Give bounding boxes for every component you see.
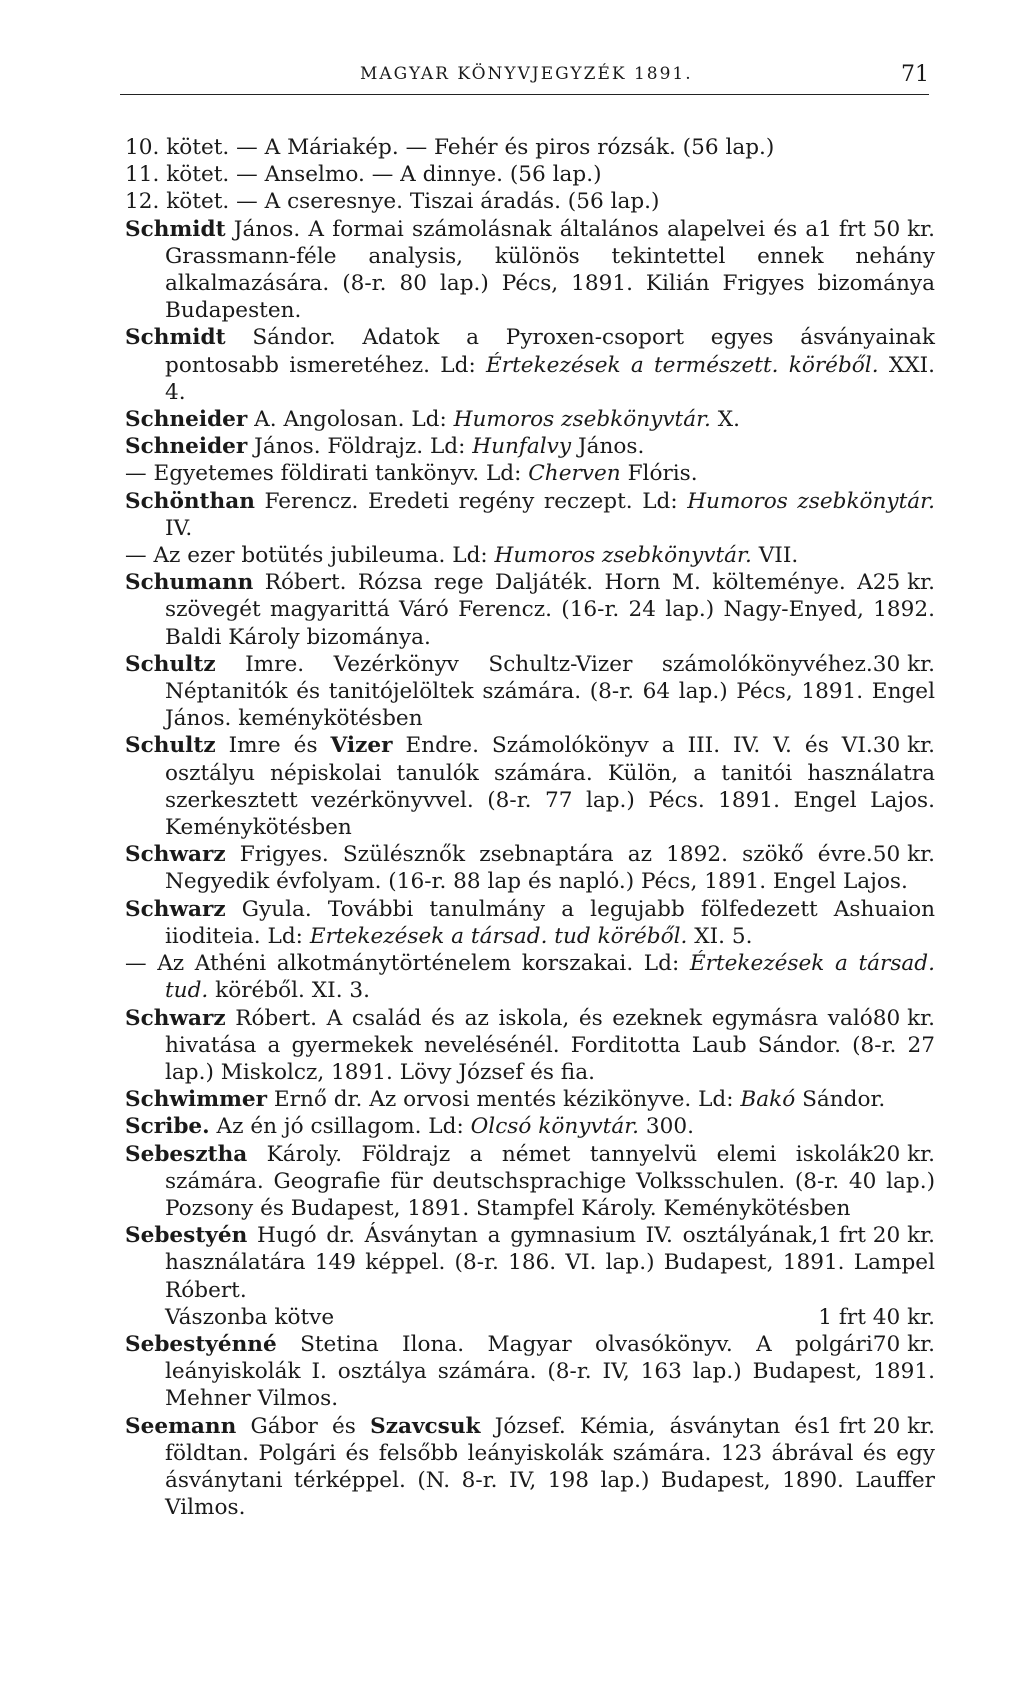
entry-text: XXI. 4. (165, 352, 935, 405)
entry-text: XI. 5. (687, 923, 753, 949)
catalog-entry (125, 188, 935, 215)
catalog-entry (125, 488, 935, 542)
entry-price: 1 frt 50 kr. (818, 216, 935, 242)
entry-text: A. Angolosan. Ld: (247, 407, 454, 433)
catalog-entry (125, 460, 935, 487)
catalog-entry (125, 569, 935, 651)
catalog-entry (125, 732, 935, 841)
entry-price: 50 kr. (872, 842, 935, 868)
running-head (120, 60, 929, 95)
entry-author: Seemann (125, 1413, 237, 1439)
entry-series: Értekezések a társad. tud. (165, 951, 935, 1004)
catalog-entry (125, 1141, 935, 1223)
entry-text: Stetina Ilona. Magyar olvasókönyv. A polgári leányiskolák I. osztálya számára. (8-r. IV, 163 lap.) Budapest, 1891. Mehner Vilmos. (165, 1331, 935, 1412)
catalog-entry (125, 841, 935, 895)
entry-text: Ernő dr. Az orvosi mentés kézikönyve. Ld: (267, 1087, 741, 1113)
entry-author: Schmidt (125, 325, 226, 351)
entry-author: — (125, 951, 147, 977)
entry-author: Schneider (125, 434, 248, 460)
catalog-entry (125, 1086, 935, 1113)
entry-text: Róbert. A család és az iskola, és ezeknek egymásra való hivatása a gyermekek nevelésénél. Forditotta Laub Sándor. (8-r. 27 lap.) Miskolcz, 1891. Lövy József és fia. (165, 1005, 935, 1085)
entry-author: Schwarz (125, 842, 226, 868)
entry-text: János. (571, 434, 645, 460)
entry-series: Hunfalvy (472, 434, 572, 460)
entry-text: Gábor és (236, 1413, 371, 1439)
entry-text: 11. kötet. — Anselmo. — A dinnye. (56 lap.) (125, 162, 602, 188)
catalog-entry (125, 134, 935, 161)
entry-author: Schwimmer (125, 1087, 268, 1113)
entry-author: — (125, 543, 147, 569)
entry-text: József. Kémia, ásványtan és földtan. Polgári és felsőbb leányiskolák számára. 123 ábrával és egy ásványtani térképpel. (N. 8-r. IV, 198 lap.) Budapest, 1890. Lauffer Vilmos. (165, 1413, 935, 1521)
catalog-entry (125, 324, 935, 406)
entry-text: Frigyes. Szülésznők zsebnaptára az 1892. szökő évre. Negyedik évfolyam. (16-r. 88 lap és napló.) Pécs, 1891. Engel Lajos. (165, 842, 908, 895)
entry-text: Endre. Számolókönyv a III. IV. V. és VI. osztályu népiskolai tanulók számára. Külön, a tanitói használatra szerkesztett vezérkönyvvel. (8-r. 77 lap.) Pécs. 1891. Engel Lajos. Keménykötésben (165, 733, 935, 841)
entry-text: János. Földrajz. Ld: (247, 434, 473, 460)
entry-author: Sebestyén (125, 1223, 248, 1249)
entry-text: Imre. Vezérkönyv Schultz-Vizer számolókönyvéhez. Néptanitók és tanitójelöltek számára. (8-r. 64 lap.) Pécs, 1891. Engel János. keménykötésben (165, 651, 935, 732)
entry-author: Schmidt (125, 216, 226, 242)
entry-text: János. A formai számolásnak általános alapelvei és a Grassmann-féle analysis, különös tekintettel ennek nehány alkalmazására. (8-r. 80 lap.) Pécs, 1891. Kilián Frigyes bizománya Budapesten. (165, 216, 935, 324)
entry-text: Imre és (215, 733, 331, 759)
running-head-title: MAGYAR KÖNYVJEGYZÉK 1891. (360, 64, 693, 84)
catalog-entry (125, 161, 935, 188)
entry-series: Cherven (528, 461, 621, 487)
entry-text: VII. (751, 543, 799, 569)
entry-text: 10. kötet. — A Máriakép. — Fehér és piros rózsák. (56 lap.) (125, 135, 775, 160)
entry-series: Humoros zsebkönyvtár. (453, 407, 711, 433)
catalog-entry (125, 406, 935, 433)
catalog-entry (125, 542, 935, 569)
entry-text: Róbert. Rózsa rege Daljáték. Horn M. költeménye. A szövegét magyarittá Váró Ferencz. (16-r. 24 lap.) Nagy-Enyed, 1892. Baldi Károly bizománya. (165, 570, 935, 650)
entry-text: Károly. Földrajz a német tannyelvü elemi iskolák számára. Geografie für deutschsprachige Volksschulen. (8-r. 40 lap.) Pozsony és Budapest, 1891. Stampfel Károly. Keménykötésben (165, 1141, 935, 1221)
entry-binding-line (165, 1304, 935, 1331)
entry-series: Ertekezések a társad. tud köréből. (309, 923, 688, 949)
entry-text: köréből. XI. 3. (208, 978, 371, 1004)
entry-price: 1 frt 20 kr. (818, 1223, 935, 1249)
entry-price: 20 kr. (872, 1141, 935, 1167)
entry-price: 30 kr. (872, 651, 935, 677)
entry-author: Schumann (125, 570, 254, 596)
entry-text: X. (710, 407, 741, 433)
entry-text: IV. (165, 515, 193, 541)
catalog-entry (125, 1331, 935, 1413)
entry-text: Hugó dr. Ásványtan a gymnasium IV. osztályának, használatára 149 képpel. (8-r. 186. VI. lap.) Budapest, 1891. Lampel Róbert. (165, 1223, 935, 1303)
entry-text: Flóris. (620, 461, 698, 487)
entry-text: 12. kötet. — A cseresnye. Tiszai áradás. (56 lap.) (125, 189, 660, 215)
entry-price: 80 kr. (872, 1005, 935, 1031)
entry-text: Ferencz. Eredeti regény reczept. Ld: (254, 488, 688, 514)
entry-text: Sándor. Adatok a Pyroxen-csoport egyes ásványainak pontosabb ismeretéhez. Ld: (165, 325, 935, 378)
catalog-entry (125, 1005, 935, 1087)
entry-author: Schwarz (125, 1005, 226, 1031)
entry-price: 1 frt 20 kr. (818, 1413, 935, 1439)
entry-author: Sebesztha (125, 1141, 248, 1167)
entry-price: 30 kr. (872, 733, 935, 759)
entry-author: Sebestyénné (125, 1331, 277, 1357)
catalog-entry (125, 1413, 935, 1522)
entry-text: 300. (639, 1114, 694, 1140)
entry-series: Értekezések a természett. köréből. (486, 352, 879, 378)
entry-price: 1 frt 40 kr. (818, 1304, 935, 1330)
entry-author: — (125, 461, 147, 487)
catalog-entry (125, 433, 935, 460)
entry-text: Gyula. További tanulmány a legujabb fölfedezett Ashuaion iioditeia. Ld: (165, 896, 935, 949)
entry-text: Az ezer botütés jubileuma. Ld: (146, 543, 495, 569)
catalog-entry (125, 950, 935, 1004)
catalog-entry (125, 1113, 935, 1140)
catalog-entry (125, 216, 935, 325)
entry-author: Schönthan (125, 488, 255, 514)
entry-author: Schultz (125, 733, 216, 759)
catalog-entries (125, 134, 935, 1521)
entry-text: Sándor. (795, 1087, 886, 1113)
entry-series: Olcsó könyvtár. (470, 1114, 640, 1140)
entry-author: Schultz (125, 651, 216, 677)
catalog-entry (125, 651, 935, 733)
entry-series: Humoros zsebkönyvtár. (494, 543, 752, 569)
entry-text: Az Athéni alkotmánytörténelem korszakai. Ld: (146, 951, 690, 977)
entry-author: Scribe. (125, 1114, 210, 1140)
entry-series: Humoros zsebkönytár. (687, 488, 935, 514)
catalog-entry (125, 1222, 935, 1331)
entry-author: Schneider (125, 407, 248, 433)
entry-price: 25 kr. (872, 570, 935, 596)
entry-price: 70 kr. (872, 1331, 935, 1357)
entry-author: Schwarz (125, 896, 226, 922)
entry-binding: Vászonba kötve (165, 1304, 335, 1330)
entry-series: Bakó (740, 1087, 796, 1113)
entry-coauthor: Szavcsuk (370, 1413, 481, 1439)
entry-text: Az én jó csillagom. Ld: (209, 1114, 471, 1140)
entry-coauthor: Vizer (330, 733, 393, 759)
entry-text: Egyetemes földirati tankönyv. Ld: (146, 461, 529, 487)
catalog-entry (125, 896, 935, 950)
page-number: 71 (901, 62, 929, 87)
